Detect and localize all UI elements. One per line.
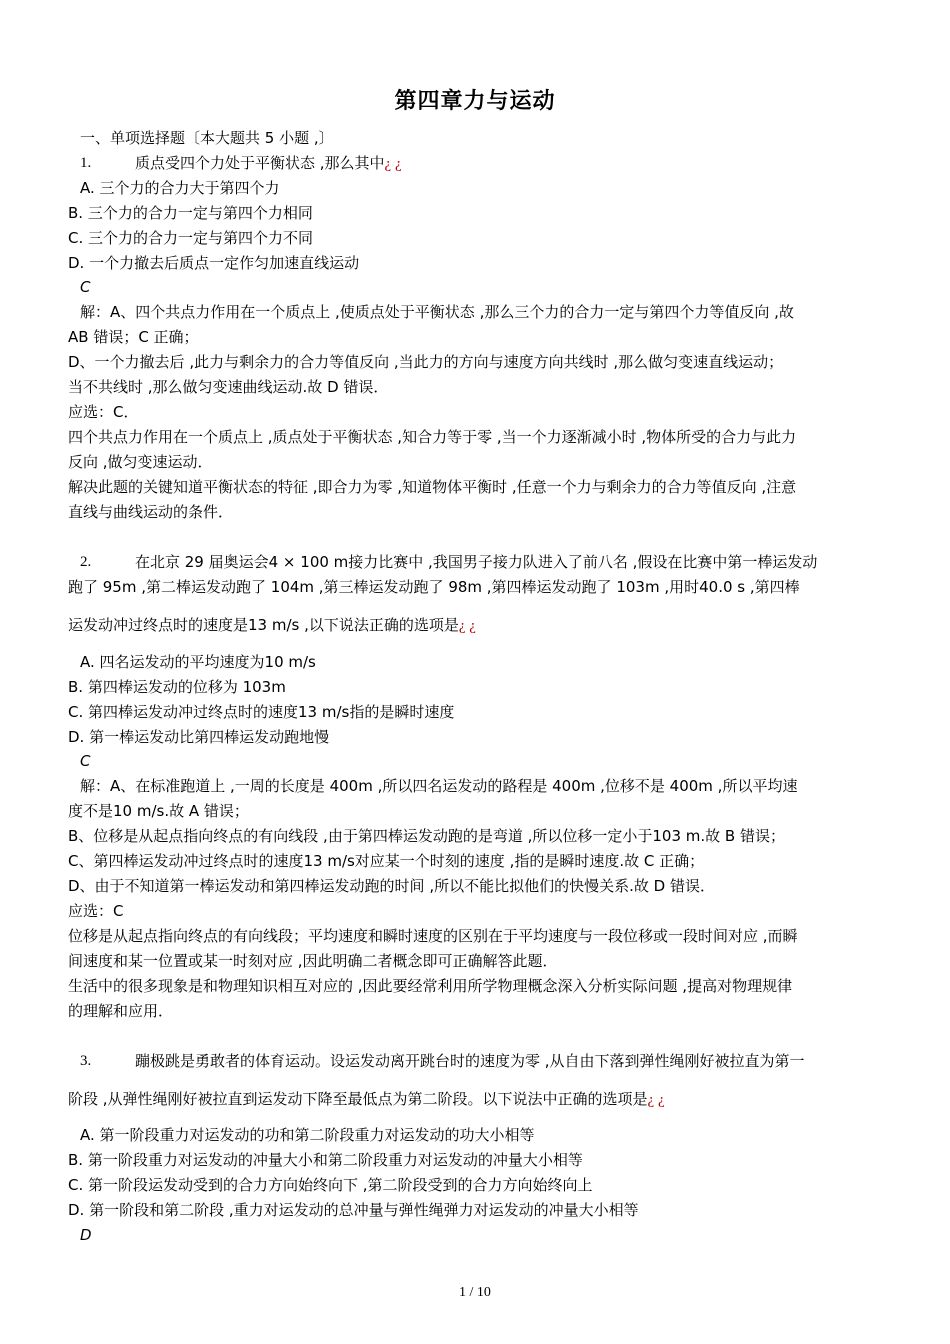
option-a: A. 三个力的合力大于第四个力 — [80, 179, 280, 197]
option-a: A. 四名运发动的平均速度为10 m/s — [80, 653, 316, 671]
option-d: D. 一个力撤去后质点一定作匀加速直线运动 — [68, 254, 360, 272]
blank-mark: ¿ ¿ — [384, 156, 402, 172]
question-stem: 跑了 95m ,第二棒运发动跑了 104m ,第三棒运发动跑了 98m ,第四棒运发动跑了 103m ,用时40.0 s ,第四棒 — [68, 578, 800, 596]
explanation-line: 当不共线时 ,那么做匀变速曲线运动.故 D 错误． — [68, 378, 389, 396]
explanation-line: B、位移是从起点指向终点的有向线段 ,由于第四棒运发动跑的是弯道 ,所以位移一定小于103 m.故 B 错误； — [68, 827, 785, 845]
explanation-line: AB 错误；C 正确； — [68, 328, 199, 346]
option-b: B. 三个力的合力一定与第四个力相同 — [68, 204, 313, 222]
option-d: D. 第一棒运发动比第四棒运发动跑地慢 — [68, 728, 330, 746]
option-a: A. 第一阶段重力对运发动的功和第二阶段重力对运发动的功大小相等 — [80, 1126, 535, 1144]
explanation-line: 直线与曲线运动的条件． — [68, 503, 234, 521]
question-number: 1. — [80, 155, 92, 171]
blank-mark: ¿ ¿ — [458, 618, 476, 634]
answer: C — [80, 278, 91, 296]
explanation-line: D、由于不知道第一棒运发动和第四棒运发动跑的时间 ,所以不能比拟他们的快慢关系.故 D 错误． — [68, 877, 715, 895]
question-number: 2. — [80, 554, 92, 570]
question-stem: 在北京 29 届奥运会4 × 100 m接力比赛中 ,我国男子接力队进入了前八名 ,假设在比赛中第一棒运发动 — [135, 553, 818, 571]
explanation-line: 位移是从起点指向终点的有向线段；平均速度和瞬时速度的区别在于平均速度与一段位移或一段时间对应 ,而瞬 — [68, 927, 798, 945]
option-b: B. 第四棒运发动的位移为 103m — [68, 678, 286, 696]
question-stem: 蹦极跳是勇敢者的体育运动。设运发动离开跳台时的速度为零 ,从自由下落到弹性绳刚好被拉直为第一 — [135, 1052, 805, 1070]
question-stem: 质点受四个力处于平衡状态 ,那么其中¿ ¿ — [135, 154, 402, 172]
explanation-line: 四个共点力作用在一个质点上 ,质点处于平衡状态 ,知合力等于零 ,当一个力逐渐减小时 ,物体所受的合力与此力 — [68, 428, 797, 446]
page-number: 1 / 10 — [459, 1285, 491, 1300]
explanation-line: 生活中的很多现象是和物理知识相互对应的 ,因此要经常利用所学物理概念深入分析实际问题 ,提高对物理规律 — [68, 977, 793, 995]
answer: D — [80, 1226, 92, 1244]
question-stem: 阶段 ,从弹性绳刚好被拉直到运发动下降至最低点为第二阶段。以下说法中正确的选项是¿ ¿ — [68, 1090, 665, 1108]
page-title: 第四章力与运动 — [394, 89, 556, 114]
explanation-line: 度不是10 m/s.故 A 错误； — [68, 802, 249, 820]
blank-mark: ¿ ¿ — [647, 1092, 665, 1108]
explanation-line: 解：A、四个共点力作用在一个质点上 ,使质点处于平衡状态 ,那么三个力的合力一定与第四个力等值反向 ,故 — [80, 303, 794, 321]
option-d: D. 第一阶段和第二阶段 ,重力对运发动的总冲量与弹性绳弹力对运发动的冲量大小相等 — [68, 1201, 639, 1219]
question-number: 3. — [80, 1053, 92, 1069]
explanation-line: 解决此题的关键知道平衡状态的特征 ,即合力为零 ,知道物体平衡时 ,任意一个力与剩余力的合力等值反向 ,注意 — [68, 478, 797, 496]
explanation-line: 间速度和某一位置或某一时刻对应 ,因此明确二者概念即可正确解答此题． — [68, 952, 558, 970]
explanation-line: 应选：C． — [68, 403, 139, 421]
explanation-line: 应选：C — [68, 902, 124, 920]
explanation-line: 解：A、在标准跑道上 ,一周的长度是 400m ,所以四名运发动的路程是 400m ,位移不是 400m ,所以平均速 — [80, 777, 798, 795]
option-c: C. 三个力的合力一定与第四个力不同 — [68, 229, 314, 247]
option-c: C. 第四棒运发动冲过终点时的速度13 m/s指的是瞬时速度 — [68, 703, 455, 721]
section-heading: 一、单项选择题〔本大题共 5 小题 ,〕 — [80, 129, 334, 147]
question-stem: 运发动冲过终点时的速度是13 m/s ,以下说法正确的选项是¿ ¿ — [68, 616, 476, 634]
explanation-line: D、一个力撤去后 ,此力与剩余力的合力等值反向 ,当此力的方向与速度方向共线时 ,那么做匀变速直线运动； — [68, 353, 784, 371]
explanation-line: C、第四棒运发动冲过终点时的速度13 m/s对应某一个时刻的速度 ,指的是瞬时速度.故 C 正确； — [68, 852, 705, 870]
option-c: C. 第一阶段运发动受到的合力方向始终向下 ,第二阶段受到的合力方向始终向上 — [68, 1176, 593, 1194]
explanation-line: 反向 ,做匀变速运动． — [68, 453, 213, 471]
answer: C — [80, 752, 91, 770]
option-b: B. 第一阶段重力对运发动的冲量大小和第二阶段重力对运发动的冲量大小相等 — [68, 1151, 583, 1169]
explanation-line: 的理解和应用． — [68, 1002, 174, 1020]
